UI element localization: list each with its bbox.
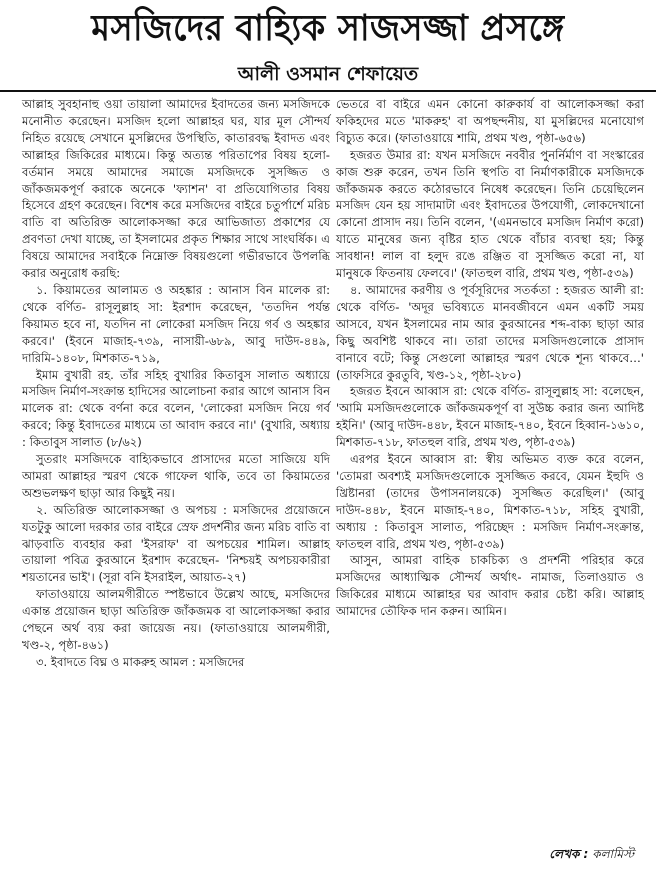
paragraph: ১. কিয়ামতের আলামত ও অহঙ্কার : আনাস বিন মালেক রা: থেকে বর্ণিত- রাসূলুল্লাহ সা: ইরশাদ করেছেন, 'ততদিন পর্যন্ত কিয়ামত হবে না, যতদিন না লোকেরা মসজিদ নিয়ে গর্ব ও অহঙ্কার করবে।' (ইবনে মাজাহ-৭৩৯, নাসায়ী-৬৮৯, আবু দাউদ-৪৪৯, দারিমি-১৪০৮, মিশকাত-৭১৯, bbox=[22, 282, 330, 365]
right-column bbox=[336, 96, 644, 620]
paragraph: ফাতাওয়ায়ে আলমগীরীতে স্পষ্টভাবে উল্লেখ আছে, মসজিদের একান্ত প্রয়োজন ছাড়া অতিরিক্ত জাঁকজমক বা আলোকসজ্জা করার পেছনে অর্থ ব্যয় করা জায়েজ নয়। (ফাতাওয়ায়ে আলমগীরী, খণ্ড-২, পৃষ্ঠা-৪৬১) bbox=[22, 587, 330, 652]
author-signature bbox=[549, 846, 634, 866]
paragraph: ৩. ইবাদতে বিঘ্ন ও মাকরুহ আমল : মসজিদের bbox=[36, 654, 245, 669]
signature-value: কলামিস্ট bbox=[592, 847, 634, 861]
paragraph: সুতরাং মসজিদকে বাহ্যিকভাবে প্রাসাদের মতো সাজিয়ে যদি আমরা আল্লাহর স্মরণ থেকে গাফেল থাকি, তবে তা কিয়ামতের অশুভলক্ষণ ছাড়া আর কিছুই নয়। bbox=[22, 452, 330, 500]
paragraph: ইমাম বুখারী রহ. তাঁর সহিহ বুখারির কিতাবুস সালাত অধ্যায়ে মসজিদ নির্মাণ-সংক্রান্ত হাদিসের আলোচনা করার আগে আনাস বিন মালেক রা: থেকে বর্ণনা করে বলেন, 'লোকেরা মসজিদ নিয়ে গর্ব করবে; কিন্তু ইবাদতের মাধ্যমে তা আবাদ করবে না।' (বুখারি, অধ্যায় : কিতাবুস সালাত (৮/৬২) bbox=[22, 367, 330, 450]
paragraph: হজরত ইবনে আব্বাস রা: থেকে বর্ণিত- রাসূলুল্লাহ সা: বলেছেন, 'আমি মসজিদগুলোকে জাঁকজমকপূর্ণ বা সুউচ্চ করার জন্য আদিষ্ট হইনি।' (আবু দাউদ-৪৪৮, ইবনে মাজাহ-৭৪০, ইবনে হিব্বান-১৬১০, মিশকাত-৭১৮, ফাতহুল বারি, প্রথম খণ্ড, পৃষ্ঠা-৫৩৯) bbox=[336, 384, 645, 450]
paragraph: হজরত উমার রা: যখন মসজিদে নববীর পুনর্নির্মাণ বা সংস্কারের কাজ শুরু করেন, তখন তিনি স্থপতি বা নির্মাণকারীকে মসজিদকে জাঁকজমক করতে কঠোরভাবে নিষেধ করেছেন। তিনি চেয়েছিলেন মসজিদ যেন হয় সাদামাটা এবং ইবাদতের উপযোগী, লোকদেখানো কোনো প্রাসাদ নয়। তিনি বলেন, '(এমনভাবে মসজিদ নির্মাণ করো) যাতে মানুষের জন্য বৃষ্টির হাত থেকে বাঁচার ব্যবস্থা হয়; কিন্তু সাবধান! লাল বা হলুদ রঙে রঞ্জিত বা সুসজ্জিত করো না, যা মানুষকে ফিতনায় ফেলবে।' (ফাতহুল বারি, প্রথম খণ্ড, পৃষ্ঠা-৫৩৯) bbox=[336, 147, 644, 281]
left-column bbox=[22, 96, 330, 671]
article-author: আলী ওসমান শেফায়েত bbox=[237, 63, 419, 85]
article-title: মসজিদের বাহ্যিক সাজসজ্জা প্রসঙ্গে bbox=[91, 8, 565, 49]
title-divider bbox=[0, 90, 656, 92]
paragraph: আল্লাহ সুবহানাহু ওয়া তায়ালা আমাদের ইবাদতের জন্য মসজিদকে মনোনীত করেছেন। মসজিদ হলো আল্লাহর ঘর, যার মূল সৌন্দর্য নিহিত রয়েছে সেখানে মুসল্লিদের উপস্থিতি, কাতারবদ্ধ ইবাদত এবং আল্লাহর জিকিরের মাধ্যমে। কিন্তু অত্যন্ত পরিতাপের বিষয় হলো- বর্তমান সময়ে আমাদের সমাজে মসজিদকে সুসজ্জিত ও জাঁকজমকপূর্ণ করাকে অনেকে 'ফ্যাশন' বা প্রতিযোগিতার বিষয় হিসেবে গ্রহণ করেছেন। বিশেষ করে মসজিদের বাইরে চতুর্পার্শে মরিচ বাতি বা অতিরিক্ত আলোকসজ্জা করে আভিজাত্য প্রকাশের যে প্রবণতা দেখা যাচ্ছে, তা ইসলামের প্রকৃত শিক্ষার সাথে সাংঘর্ষিক। এ বিষয়ে আমাদের সবাইকে নিম্নোক্ত বিষয়গুলো গভীরভাবে উপলব্ধি করার অনুরোধ করছি: bbox=[22, 97, 330, 281]
paragraph: এরপর ইবনে আব্বাস রা: স্বীয় অভিমত ব্যক্ত করে বলেন, 'তোমরা অবশ্যই মসজিদগুলোকে সুসজ্জিত করবে, যেমন ইহুদি ও খ্রিষ্টানরা (তাদের উপাসনালয়কে) সুসজ্জিত করেছিল।' (আবু দাউদ-৪৪৮, ইবনে মাজাহ-৭৪০, মিশকাত-৭১৮, সহিহ বুখারী, অধ্যায় : কিতাবুস সালাত, পরিচ্ছেদ : মসজিদ নির্মাণ-সংক্রান্ত, ফাতহুল বারি, প্রথম খণ্ড, পৃষ্ঠা-৫৩৯) bbox=[336, 452, 644, 551]
signature-label: লেখক : bbox=[549, 847, 589, 861]
paragraph: আসুন, আমরা বাহিক চাকচিক্য ও প্রদর্শনী পরিহার করে মসজিদের আধ্যাত্মিক সৌন্দর্য অর্থাৎ- নামাজ, তিলাওয়াত ও জিকিরের মাধ্যমে আল্লাহর ঘর আবাদ করার চেষ্টা করি। আল্লাহ আমাদের তৌফিক দান করুন। আমিন। bbox=[336, 553, 644, 619]
paragraph: ৪. আমাদের করণীয় ও পূর্বসূরিদের সতর্কতা : হজরত আলী রা: থেকে বর্ণিত- 'অদূর ভবিষ্যতে মানবজীবনে এমন একটি সময় আসবে, যখন ইসলামের নাম আর কুরআনের শব্দ-বাক্য ছাড়া আর কিছু অবশিষ্ট থাকবে না। তারা তাদের মসজিদগুলোকে প্রাসাদ বানাবে বটে; কিন্তু সেগুলো আল্লাহর স্মরণ থেকে শূন্য থাকবে…' (তাফসিরে কুরতুবি, খণ্ড-১২, পৃষ্ঠা-২৮০) bbox=[336, 282, 644, 382]
paragraph: ২. অতিরিক্ত আলোকসজ্জা ও অপচয় : মসজিদের প্রয়োজনে যতটুকু আলো দরকার তার বাইরে স্রেফ প্রদর্শনীর জন্য মরিচ বাতি বা ঝাড়বাতি ব্যবহার করা 'ইসরাফ' বা অপচয়ের শামিল। আল্লাহ তায়ালা পবিত্র কুরআনে ইরশাদ করেছেন- 'নিশ্চয়ই অপচয়কারীরা শয়তানের ভাই'। (সূরা বনি ইসরাইল, আয়াত-২৭) bbox=[22, 502, 330, 585]
paragraph: ভেতরে বা বাইরে এমন কোনো কারুকার্য বা আলোকসজ্জা করা ফকিহদের মতে 'মাকরুহ' বা অপছন্দনীয়, যা মুসল্লিদের মনোযোগ বিচ্যুত করে। (ফাতাওয়ায়ে শামি, প্রথম খণ্ড, পৃষ্ঠা-৬৫৬) bbox=[336, 97, 644, 145]
